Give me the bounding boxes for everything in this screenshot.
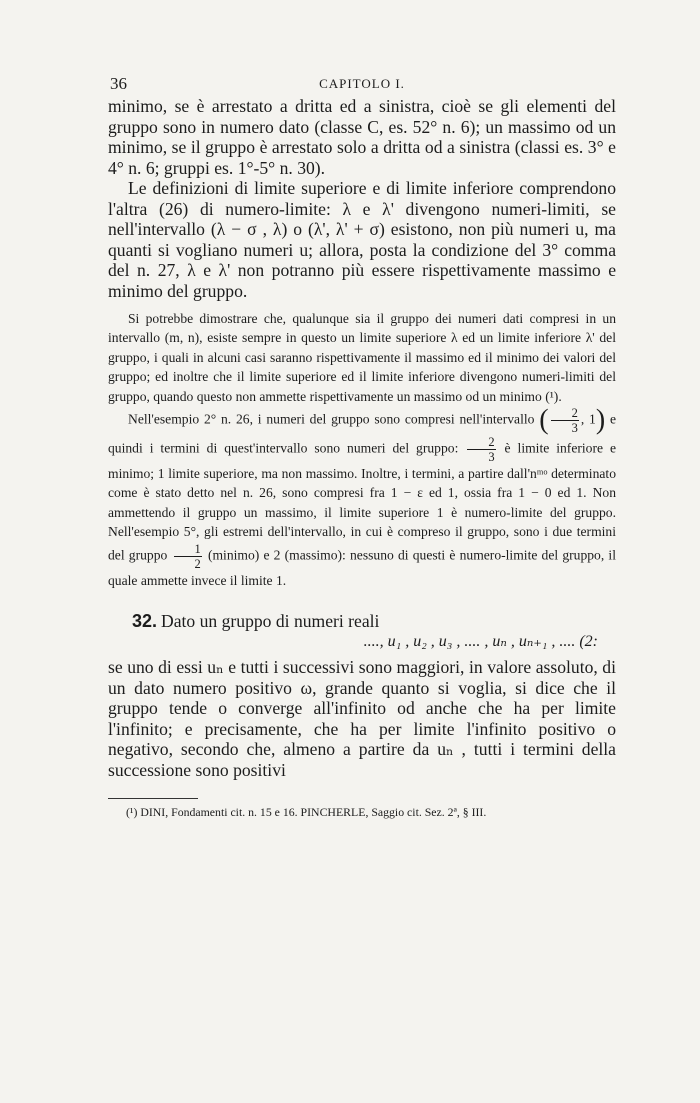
left-paren: (: [539, 404, 549, 436]
interval-end: , 1: [580, 411, 596, 427]
sequence-formula: ...., u₁ , u₂ , u₃ , .... , uₙ , uₙ₊₁ , .... (2:: [363, 633, 598, 651]
fraction-denominator: 2: [194, 556, 201, 571]
fraction-denominator: 3: [488, 450, 495, 465]
fraction-one-half: [174, 542, 202, 571]
right-paren: ): [595, 404, 606, 436]
fraction-denominator: 3: [571, 421, 578, 436]
example-text-d: è limite inferiore e minimo; 1 limite superiore, ma non massimo. Inoltre, i termini, a partire dall'nᵐᵒ determinato come è stato detto nel n. 26, sono compresi fra 1 − ε ed 1, ossia fra 1 − 0 ed 1. Non ammettendo il gruppo un massimo, il limite superiore 1 è numero-limite del gruppo. Nell'esempio 5°, gli estremi dell'intervallo, in cui è compreso il gruppo, sono i due termini del gruppo: [108, 440, 617, 563]
paragraph-infinity: se uno di essi uₙ e tutti i successivi sono maggiori, in valore assoluto, di un dato numero positivo ω, grande quanto si voglia, si dice che il gruppo tende o converge all'infinito od anche che ha per limite l'infinito; e precisamente, che ha per limite l'infinito positivo o negativo, secondo che, almeno a partire da uₙ , tutti i termini della successione sono positivi: [108, 657, 616, 780]
paragraph-definitions: Le definizioni di limite superiore e di limite inferiore comprendono l'altra (26) di numero-limite: λ e λ' divengono numeri-limiti, se nell'intervallo (λ − σ , λ) o (λ', λ' + σ) esistono, non più numeri u, ma quanti si vogliano numeri u; allora, posta la condizione del 3° comma del n. 27, λ e λ' non potranno più essere rispettivamente massimo e minimo del gruppo.: [108, 178, 616, 301]
paragraph-continued: minimo, se è arrestato a dritta ed a sinistra, cioè se gli elementi del gruppo sono in numero dato (classe C, es. 52° n. 6); un massimo od un minimo, se il gruppo è arrestato solo a dritta od a sinistra (classi es. 3° e 4° n. 6; gruppi es. 1°-5° n. 30).: [108, 96, 616, 178]
footnote: (¹) DINI, Fondamenti cit. n. 15 e 16. PINCHERLE, Saggio cit. Sez. 2ª, § III.: [126, 805, 487, 820]
small-paragraph-example: [108, 406, 616, 590]
section-number: 32.: [132, 611, 158, 632]
fraction-two-thirds: [551, 406, 579, 435]
footnote-rule: [108, 798, 198, 799]
fraction-numerator: 2: [467, 435, 495, 450]
section-heading: [108, 610, 616, 632]
page-number: 36: [110, 74, 127, 93]
book-page: [108, 70, 616, 820]
fraction-two-thirds-2: [467, 435, 495, 464]
example-text-c: e quindi i termini di quest'intervallo sono numeri del gruppo:: [108, 411, 616, 456]
example-text-a: Nell'esempio 2° n. 26, i numeri del gruppo sono compresi nell'intervallo: [128, 411, 535, 427]
chapter-title: CAPITOLO I.: [319, 76, 405, 91]
example-text-e: (minimo) e 2 (massimo): nessuno di questi è numero-limite del gruppo, il quale ammette invece il limite 1.: [108, 547, 616, 588]
fraction-numerator: 1: [174, 542, 202, 557]
fraction-numerator: 2: [551, 406, 579, 421]
small-paragraph-note: Si potrebbe dimostrare che, qualunque sia il gruppo dei numeri dati compresi in un intervallo (m, n), esiste sempre in questo un limite superiore λ ed un limite inferiore λ' del gruppo, i quali in alcuni casi saranno rispettivamente il massimo ed il minimo dei valori del gruppo; ed inoltre che il limite superiore ed il limite inferiore divengono numeri-limiti del gruppo, quando questo non ammette rispettivamente un massimo od un minimo (¹).: [108, 311, 616, 404]
section-text: Dato un gruppo di numeri reali: [161, 611, 380, 632]
page-header: [108, 70, 616, 96]
